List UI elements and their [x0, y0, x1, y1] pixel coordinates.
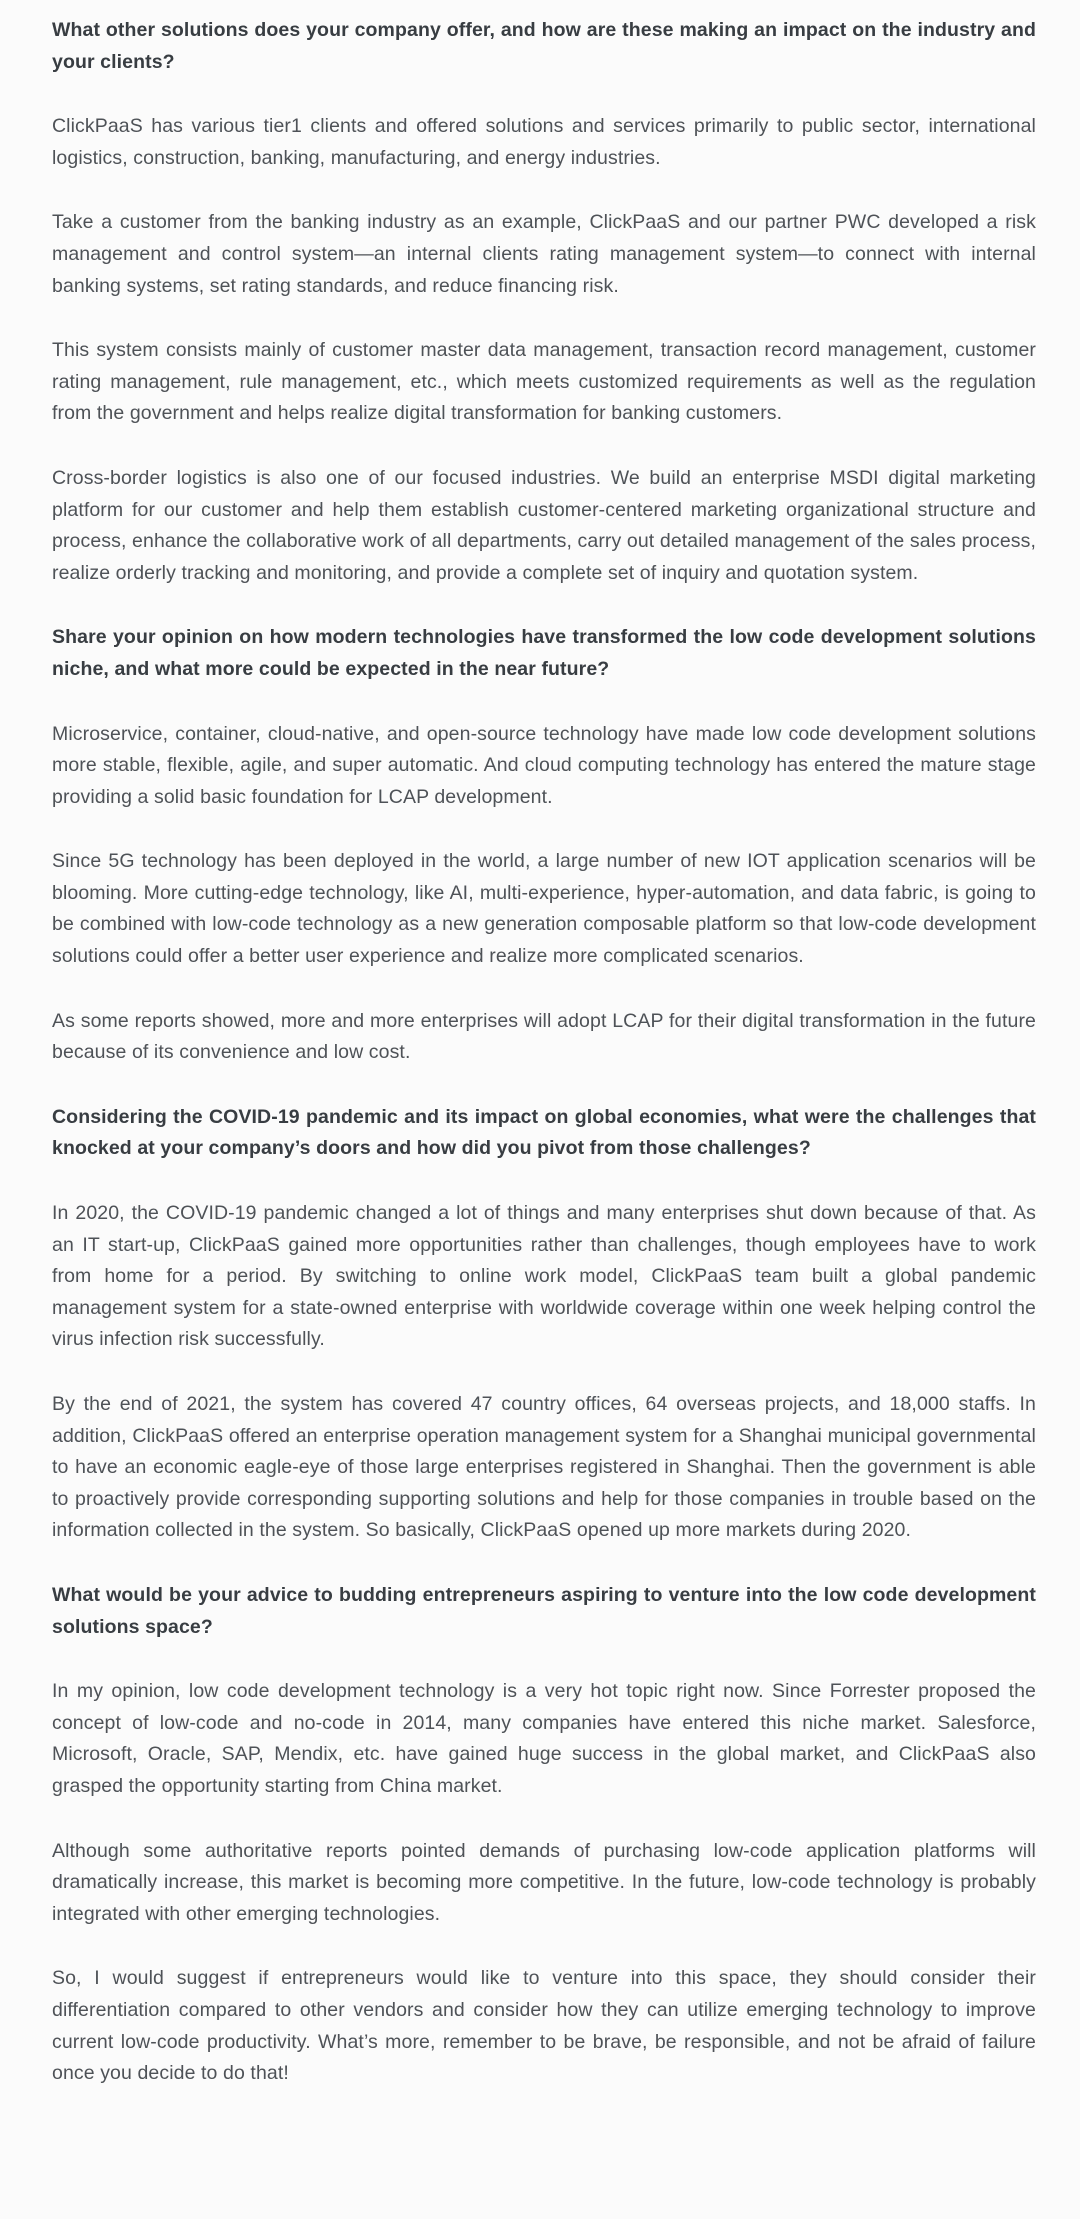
answer-2-paragraph-1: Microservice, container, cloud-native, and open-source technology have made low code development solutions more stable, flexible, agile, and super automatic. And cloud computing technology has entered the mature stage providing a solid basic foundation for LCAP development. [52, 722, 1036, 808]
answer-1-paragraph-3: This system consists mainly of customer master data management, transaction record management, customer rating management, rule management, etc., which meets customized requirements as well as the regulation from the government and helps realize digital transformation for banking customers. [52, 339, 1036, 425]
answer-1-paragraph-4: Cross-border logistics is also one of our focused industries. We build an enterprise MSDI digital marketing platform for our customer and help them establish customer-centered marketing organizational structure and process, enhance the collaborative work of all departments, carry out detailed management of the sales process, realize orderly tracking and monitoring, and provide a complete set of inquiry and quotation system. [52, 466, 1036, 584]
answer-3-paragraph-1: In 2020, the COVID-19 pandemic changed a lot of things and many enterprises shut down because of that. As an IT start-up, ClickPaaS gained more opportunities rather than challenges, though employees have to work from home for a period. By switching to online work model, ClickPaaS team built a global pandemic management system for a state-owned enterprise with worldwide coverage within one week helping control the virus infection risk successfully. [52, 1202, 1036, 1351]
answer-2-paragraph-3: As some reports showed, more and more enterprises will adopt LCAP for their digital transformation in the future because of its convenience and low cost. [52, 1009, 1036, 1064]
answer-4-paragraph-1: In my opinion, low code development technology is a very hot topic right now. Since Forrester proposed the concept of low-code and no-code in 2014, many companies have entered this niche market. Salesforce, Microsoft, Oracle, SAP, Mendix, etc. have gained huge success in the global market, and ClickPaaS also grasped the opportunity starting from China market. [52, 1680, 1036, 1797]
question-4: What would be your advice to budding entrepreneurs aspiring to venture into the low code development solutions space? [52, 1583, 1036, 1638]
question-3: Considering the COVID-19 pandemic and its impact on global economies, what were the challenges that knocked at your company’s doors and how did you pivot from those challenges? [52, 1105, 1036, 1160]
question-1: What other solutions does your company offer, and how are these making an impact on the industry and your clients? [52, 19, 1036, 73]
answer-4-paragraph-2: Although some authoritative reports pointed demands of purchasing low-code application platforms will dramatically increase, this market is becoming more competitive. In the future, low-code technology is probably integrated with other emerging technologies. [52, 1839, 1036, 1925]
answer-3-paragraph-2: By the end of 2021, the system has covered 47 country offices, 64 overseas projects, and 18,000 staffs. In addition, ClickPaaS offered an enterprise operation management system for a Shanghai municipal governmental to have an economic eagle-eye of those large enterprises registered in Shanghai. Then the government is able to proactively provide corresponding supporting solutions and help for those companies in trouble based on the information collected in the system. So basically, ClickPaaS opened up more markets during 2020. [52, 1393, 1036, 1542]
answer-1-paragraph-2: Take a customer from the banking industry as an example, ClickPaaS and our partner PWC developed a risk management and control system—an internal clients rating management system—to connect with internal banking systems, set rating standards, and reduce financing risk. [52, 211, 1036, 297]
answer-2-paragraph-2: Since 5G technology has been deployed in the world, a large number of new IOT application scenarios will be blooming. More cutting-edge technology, like AI, multi-experience, hyper-automation, and data fabric, is going to be combined with low-code technology as a new generation composable platform so that low-code development solutions could offer a better user experience and realize more complicated scenarios. [52, 850, 1036, 968]
answer-4-paragraph-3: So, I would suggest if entrepreneurs would like to venture into this space, they should consider their differentiation compared to other vendors and consider how they can utilize emerging technology to improve current low-code productivity. What’s more, remember to be brave, be responsible, and not be afraid of failure once you decide to do that! [52, 1967, 1036, 2085]
answer-1-paragraph-1: ClickPaaS has various tier1 clients and offered solutions and services primarily to public sector, international logistics, construction, banking, manufacturing, and energy industries. [52, 115, 1036, 169]
question-2: Share your opinion on how modern technologies have transformed the low code development solutions niche, and what more could be expected in the near future? [52, 626, 1036, 680]
